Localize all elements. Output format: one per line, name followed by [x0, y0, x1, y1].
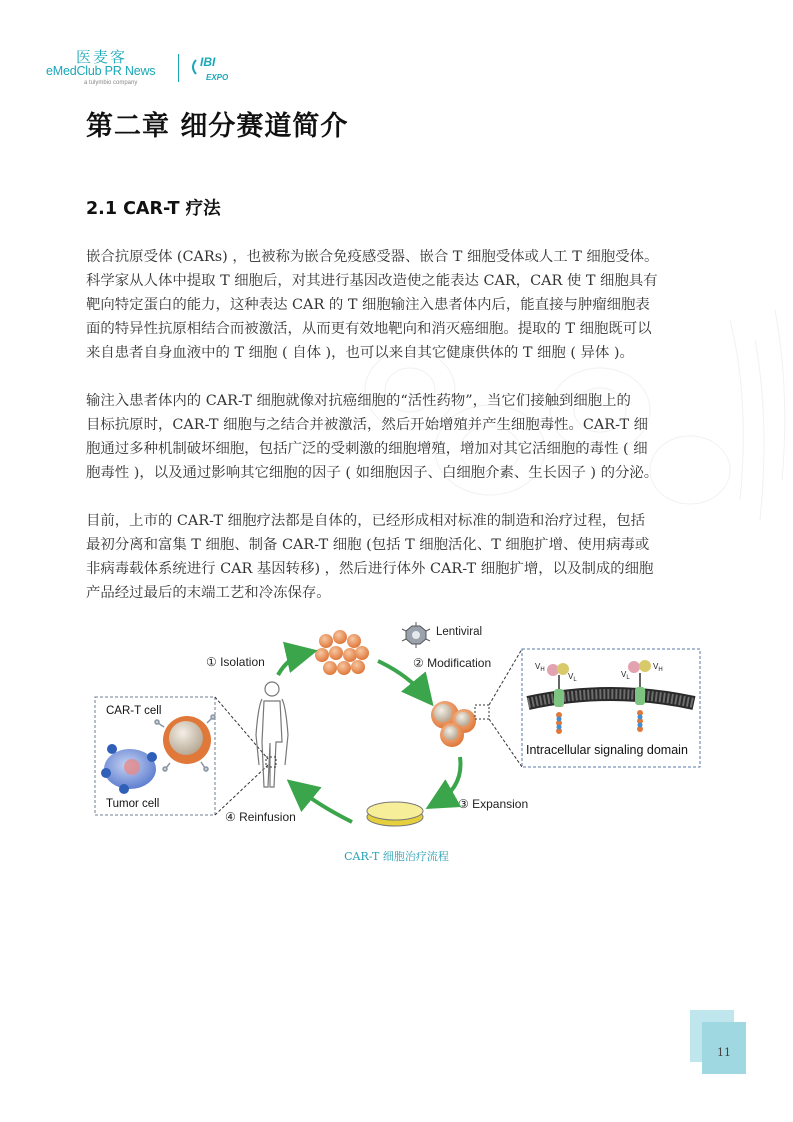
isolated-t-cells — [315, 630, 369, 675]
vh-label-left: $V_H$ — [535, 662, 545, 673]
paragraph-line: 面的特异性抗原相结合而被激活，从而更有效地靶向和消灭癌细胞。提取的 T 细胞既可以 — [86, 321, 652, 337]
workflow-diagram — [90, 617, 710, 832]
page-number: 11 — [717, 1046, 731, 1059]
figure-caption: CAR-T 细胞治疗流程 — [344, 850, 449, 863]
modified-cart-cells — [431, 701, 476, 747]
paragraph-2 — [86, 389, 716, 485]
step-expansion-label: ③ Expansion — [458, 797, 529, 811]
logo-chinese-text: 医麦客 — [76, 48, 128, 66]
vl-label-right: $V_L$ — [621, 670, 630, 681]
section-title: 2.1 CAR-T 疗法 — [86, 199, 221, 219]
signaling-domain-label: Intracellular signaling domain — [526, 743, 688, 757]
vl-label-left: $V_L$ — [568, 672, 577, 683]
paragraph-line: 靶向特定蛋白的能力，这种表达 CAR 的 T 细胞输注入患者体内后，能直接与肿瘤细胞表 — [86, 297, 650, 313]
paragraph-line: 胞通过多种机制破坏细胞，包括广泛的受刺激的细胞增殖，增加对其它活细胞的毒性 ( 细 — [86, 441, 648, 457]
tumor-cell-label: Tumor cell — [106, 798, 160, 810]
logo-divider — [178, 54, 179, 82]
page-number-box — [690, 1010, 746, 1074]
paragraph-line: 产品经过最后的末端工艺和冷冻保存。 — [86, 585, 331, 601]
paragraph-line: 科学家从人体中提取 T 细胞后，对其进行基因改造使之能表达 CAR，CAR 使 T 细胞具有 — [86, 273, 658, 289]
step-isolation-label: ① Isolation — [206, 655, 265, 669]
chapter-title: 第二章 细分赛道简介 — [86, 111, 349, 142]
arrow-expansion — [436, 757, 461, 803]
paragraph-1 — [86, 245, 716, 365]
expo-bottom-text: EXPO — [206, 73, 229, 82]
arrow-reinfusion — [296, 787, 352, 822]
ibi-expo-logo — [186, 50, 244, 84]
paragraph-line: 输注入患者体内的 CAR-T 细胞就像对抗癌细胞的“活性药物”，当它们接触到细胞上的 — [86, 393, 631, 409]
paragraph-line: 最初分离和富集 T 细胞、制备 CAR-T 细胞 (包括 T 细胞活化、T 细胞扩增、使用病毒或 — [86, 537, 650, 553]
human-figure — [256, 682, 288, 787]
step-reinfusion-label: ④ Reinfusion — [225, 810, 296, 824]
paragraph-line: 非病毒载体系统进行 CAR 基因转移) ，然后进行体外 CAR-T 细胞扩增，以及制成的细胞 — [86, 561, 654, 577]
arrow-isolation — [278, 653, 306, 675]
paragraph-line: 目前，上市的 CAR-T 细胞疗法都是自体的，已经形成相对标准的制造和治疗过程，包括 — [86, 513, 646, 529]
logo-tagline: a tulymbio company — [84, 80, 138, 86]
culture-dish-icon — [367, 802, 423, 826]
paragraph-line: 来自患者自身血液中的 T 细胞 ( 自体 )，也可以来自其它健康供体的 T 细胞 ( 异体 )。 — [86, 345, 634, 361]
expo-top-text: IBI — [200, 55, 216, 69]
lentiviral-label: Lentiviral — [436, 626, 483, 638]
step-modification-label: ② Modification — [413, 656, 492, 670]
lentivirus-icon — [402, 622, 430, 648]
paragraph-line: 胞毒性 )，以及通过影响其它细胞的因子 ( 如细胞因子、白细胞介素、生长因子 ) 的分泌。 — [86, 465, 659, 481]
cart-cell-nucleus — [169, 721, 203, 755]
cart-cell-label: CAR-T cell — [106, 705, 162, 717]
paragraph-line: 嵌合抗原受体 (CARs) ，也被称为嵌合免疫感受器、嵌合 T 细胞受体或人工 T 细胞受体。 — [86, 249, 659, 265]
paragraph-3 — [86, 509, 716, 605]
paragraph-line: 目标抗原时，CAR-T 细胞与之结合并被激活，然后开始增殖并产生细胞毒性。CAR-T 细 — [86, 417, 649, 433]
cart-workflow-figure — [90, 617, 710, 832]
header-logo — [46, 46, 256, 88]
vh-label-right: $V_H$ — [653, 662, 663, 673]
logo-english-text: eMedClub PR News — [46, 64, 156, 78]
